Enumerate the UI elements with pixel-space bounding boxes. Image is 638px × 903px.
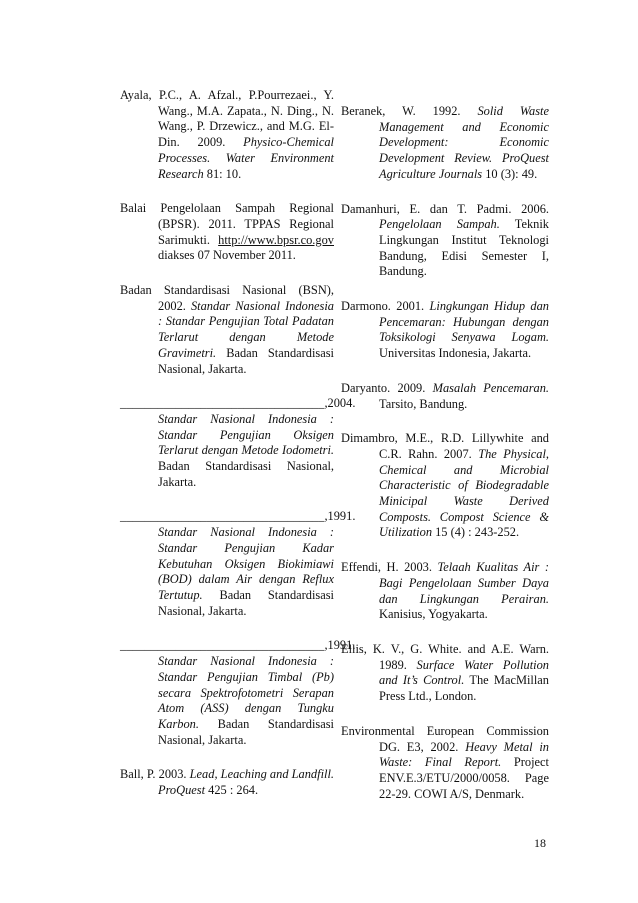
ref-text: Damanhuri, E. dan T. Padmi. 2006. (341, 201, 549, 216)
reference-entry (341, 431, 549, 541)
references-left-column (120, 88, 356, 818)
ref-text: Ball, P. 2003. (120, 767, 190, 782)
ref-text: diakses 07 November 2011. (158, 248, 296, 263)
reference-entry (341, 560, 549, 623)
ref-title: Standar Nasional Indonesia : Standar Pengujian Timbal (Pb) secara Spektrofotometri Serapan Atom (ASS) dengan Tungku Karbon. (158, 654, 334, 731)
ref-title: Solid Waste Management and Economic Development: Economic Development Review. ProQuest Agriculture Journals (379, 104, 549, 181)
ref-text: Ellis, K. V., G. White. and A.E. Warn. 1989. (341, 641, 549, 672)
ref-text: Daryanto. 2009. (341, 380, 433, 395)
ref-text: Ayala, P.C., A. Afzal., P.Pourrezaei., Y. Wang., M.A. Zapata., N. Ding., N. Wang., P. Drzewicz., and M.G. El-Din. 2009. (120, 88, 334, 150)
ref-title: Lingkungan Hidup dan Pencemaran: Hubungan dengan Toksikologi Senyawa Logam. (379, 299, 549, 345)
reference-entry (120, 396, 356, 490)
page-number: 18 (534, 836, 546, 850)
ref-title: Surface Water Pollution and It’s Control. (379, 657, 549, 688)
ref-title: Heavy Metal in Waste: Final Report. (379, 739, 549, 770)
reference-entry (120, 201, 334, 264)
reference-entry (120, 509, 356, 619)
ref-text: 15 (4) : 243-252. (432, 525, 520, 540)
ref-text: Universitas Indonesia, Jakarta. (379, 346, 532, 361)
reference-entry (120, 88, 334, 182)
ref-title: Standar Nasional Indonesia : Standar Pengujian Total Padatan Terlarut dengan Metode Gravimetri. (158, 298, 334, 360)
ref-text: Kanisius, Yogyakarta. (379, 607, 488, 622)
ref-text: Tarsito, Bandung. (379, 396, 468, 411)
reference-entry (120, 767, 334, 798)
reference-entry (120, 283, 334, 377)
reference-entry (341, 104, 549, 183)
ref-text: Badan Standardisasi Nasional, Jakarta. (158, 587, 334, 618)
ref-title: Masalah Pencemaran. (432, 380, 549, 395)
ref-text: Beranek, W. 1992. (341, 104, 478, 118)
reference-link[interactable]: http://www.bpsr.co.gov (218, 232, 334, 247)
reference-entry (341, 724, 549, 803)
ref-text: Badan Standardisasi Nasional, Jakarta. (158, 345, 334, 376)
ref-title: Standar Nasional Indonesia : Standar Pengujian Oksigen Terlarut dengan Metode Iodometri. (158, 411, 334, 458)
ref-text: _________________________________,1991. (120, 638, 356, 653)
ref-title: The Physical, Chemical and Microbial Characteristic of Biodegradable Minicipal Waste Derived Composts. Compost Science & Utilization (379, 446, 549, 540)
ref-text: Badan Standardisasi Nasional, Jakarta. (158, 716, 334, 747)
reference-entry (341, 642, 549, 705)
ref-text: Teknik Lingkungan Institut Teknologi Bandung, Edisi Semester I, Bandung. (379, 217, 550, 279)
ref-title: Pengelolaan Sampah. (379, 217, 500, 232)
ref-text: Environmental European Commission DG. E3, 2002. (341, 723, 549, 754)
ref-text: Badan Standardisasi Nasional, Jakarta. (158, 459, 334, 489)
reference-entry (341, 381, 549, 412)
ref-title: Standar Nasional Indonesia : Standar Pengujian Kadar Kebutuhan Oksigen Biokimiawi (BOD) dalam Air dengan Reflux Tertutup. (158, 525, 334, 602)
reference-entry (341, 299, 549, 362)
ref-text: _________________________________,1991. (120, 509, 356, 524)
ref-text: Badan Standardisasi Nasional (BSN), 2002. (120, 283, 334, 313)
ref-text: Effendi, H. 2003. (341, 560, 438, 575)
ref-text: 10 (3): 49. (482, 166, 538, 181)
ref-text: Darmono. 2001. (341, 299, 430, 314)
ref-text: 81: 10. (203, 166, 242, 181)
reference-entry (120, 638, 356, 748)
ref-title: Lead, Leaching and Landfill. ProQuest (158, 767, 334, 798)
ref-title: Telaah Kualitas Air : Bagi Pengelolaan Sumber Daya dan Lingkungan Perairan. (379, 560, 549, 606)
ref-text: 425 : 264. (205, 783, 259, 798)
ref-text: Project ENV.E.3/ETU/2000/0058. Page 22-29. COWI A/S, Denmark. (379, 755, 549, 801)
ref-text: The MacMillan Press Ltd., London. (379, 673, 549, 704)
reference-entry (341, 202, 549, 281)
ref-text: _________________________________,2004. (120, 396, 356, 411)
references-right-column (341, 104, 549, 821)
ref-text: Dimambro, M.E., R.D. Lillywhite and C.R. Rahn. 2007. (341, 431, 549, 461)
ref-title: Physico-Chemical Processes. Water Environment Research (158, 135, 334, 181)
ref-text: Balai Pengelolaan Sampah Regional (BPSR). 2011. TPPAS Regional Sarimukti. (120, 201, 334, 247)
